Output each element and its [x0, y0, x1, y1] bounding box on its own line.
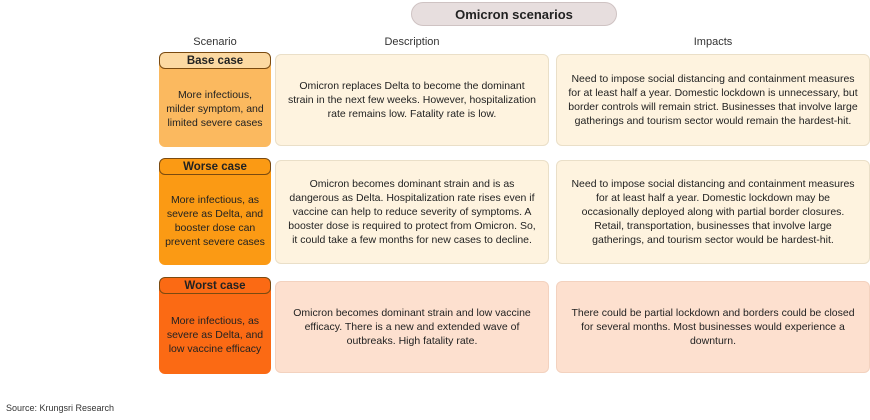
- scenario-name: Worse case: [159, 158, 271, 175]
- source-note: Source: Krungsri Research: [6, 403, 115, 413]
- scenario-name: Worst case: [159, 277, 271, 294]
- diagram-title: Omicron scenarios: [411, 2, 617, 26]
- scenario-summary: More infectious, as severe as Delta, and booster dose can prevent severe cases: [165, 193, 265, 248]
- impacts-worse-case: Need to impose social distancing and containment measures for at least half a year. Domestic lockdown may be occasionally deployed along with partial border closures. Retail, transportation, businesses that involve large gatherings, and tourism sector would be hardest-hit.: [556, 160, 870, 264]
- description-base-case: Omicron replaces Delta to become the dominant strain in the next few weeks. However, hospitalization rate remains low. Fatality rate is low.: [275, 54, 549, 146]
- scenario-name: Base case: [159, 52, 271, 69]
- header-description: Description: [384, 36, 440, 48]
- header-scenario: Scenario: [193, 36, 237, 48]
- description-worst-case: Omicron becomes dominant strain and low vaccine efficacy. There is a new and extended wave of outbreaks. High fatality rate.: [275, 281, 549, 373]
- scenario-summary: More infectious, milder symptom, and limited severe cases: [166, 88, 264, 129]
- impacts-base-case: Need to impose social distancing and containment measures for at least half a year. Domestic lockdown is unnecessary, but border controls will remain strict. Businesses that involve large gatherings and tourism sector would remain the hardest-hit.: [556, 54, 870, 146]
- scenario-base-case: [159, 53, 271, 147]
- description-worse-case: Omicron becomes dominant strain and is as dangerous as Delta. Hospitalization rate rises even if vaccine can help to reduce severity of symptoms. A booster dose is required to protect from Omicron. So, it could take a few months for new cases to decline.: [275, 160, 549, 264]
- scenario-worse-case: [159, 159, 271, 265]
- header-impacts: Impacts: [693, 36, 733, 48]
- impacts-worst-case: There could be partial lockdown and borders could be closed for several months. Most businesses would experience a downturn.: [556, 281, 870, 373]
- scenario-worst-case: [159, 278, 271, 374]
- scenario-summary: More infectious, as severe as Delta, and low vaccine efficacy: [166, 314, 264, 355]
